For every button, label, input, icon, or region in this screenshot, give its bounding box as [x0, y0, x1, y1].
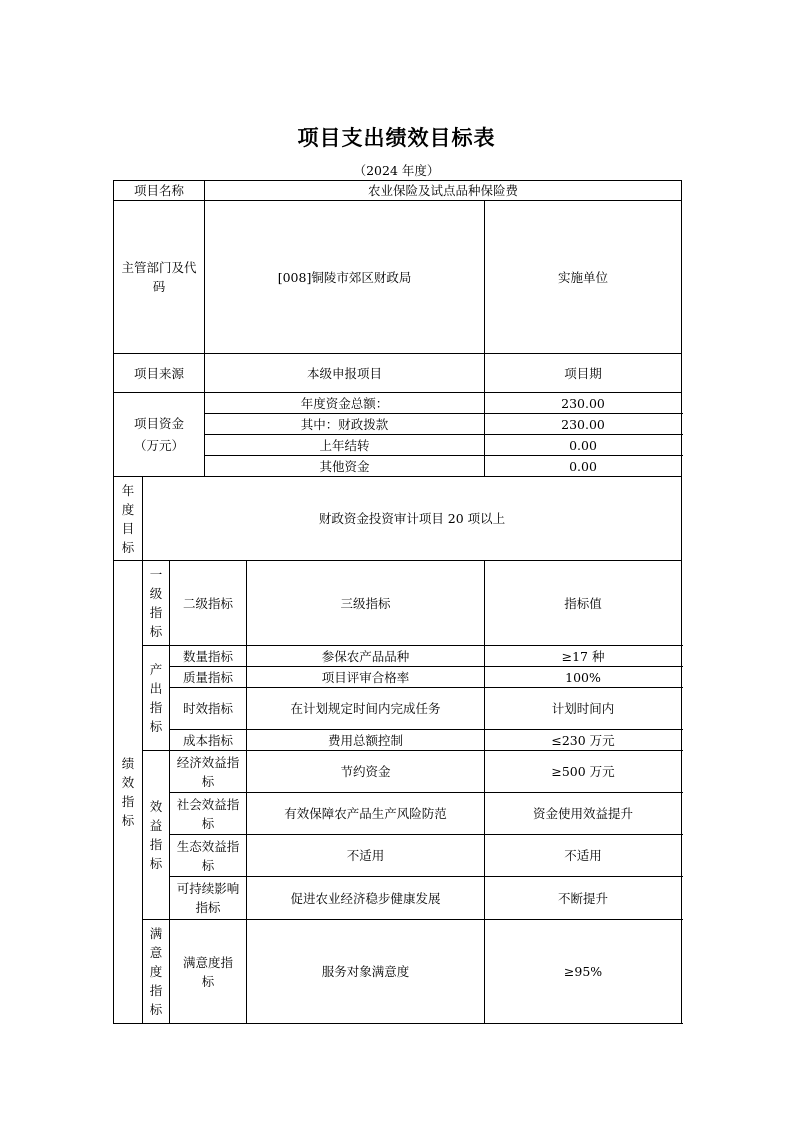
funds-row-label: 年度资金总额： — [205, 393, 485, 414]
indicator-value-cell: 不断提升 — [485, 877, 682, 920]
level3-cell: 参保农产品品种 — [247, 646, 485, 667]
level3-cell: 有效保障农产品生产风险防范 — [247, 793, 485, 835]
funds-row-value: 230.00 — [485, 393, 682, 414]
document-title: 项目支出绩效目标表 — [297, 125, 496, 150]
indicator-row — [114, 667, 682, 688]
funds-row-label: 上年结转 — [205, 435, 485, 456]
project-source-value: 本级申报项目 — [205, 354, 485, 393]
level2-cell: 满意度指标 — [170, 920, 247, 1024]
project-name-value: 农业保险及试点品种保险费 — [205, 181, 682, 201]
department-row — [114, 201, 682, 354]
level3-cell: 服务对象满意度 — [247, 920, 485, 1024]
output-indicators-label: 产出指标 — [143, 646, 170, 751]
level2-header: 二级指标 — [170, 561, 247, 646]
funds-row-value: 0.00 — [485, 435, 682, 456]
benefit-indicators-label: 效益指标 — [143, 751, 170, 920]
indicator-row — [114, 835, 682, 877]
level2-cell: 时效指标 — [170, 688, 247, 730]
indicator-row — [114, 688, 682, 730]
level2-cell: 质量指标 — [170, 667, 247, 688]
indicator-value-cell: 100% — [485, 667, 682, 688]
funds-row-value: 230.00 — [485, 414, 682, 435]
level2-cell: 成本指标 — [170, 730, 247, 751]
level3-cell: 节约资金 — [247, 751, 485, 793]
document-year: （2024 年度） — [353, 163, 440, 178]
level3-cell: 费用总额控制 — [247, 730, 485, 751]
level3-cell: 项目评审合格率 — [247, 667, 485, 688]
indicator-value-header: 指标值 — [485, 561, 682, 646]
annual-goal-label: 年度目标 — [114, 477, 143, 561]
indicator-row — [114, 646, 682, 667]
level2-cell: 生态效益指标 — [170, 835, 247, 877]
indicator-row — [114, 877, 682, 920]
project-source-row — [114, 354, 682, 393]
level1-header: 一级指标 — [143, 561, 170, 646]
funds-row — [114, 393, 682, 414]
indicator-row — [114, 793, 682, 835]
implementing-unit-label: 实施单位 — [485, 201, 682, 354]
indicator-row — [114, 920, 682, 1024]
indicator-row — [114, 751, 682, 793]
department-value: [008]铜陵市郊区财政局 — [205, 201, 485, 354]
indicator-row — [114, 730, 682, 751]
level2-cell: 数量指标 — [170, 646, 247, 667]
indicator-value-cell: 不适用 — [485, 835, 682, 877]
project-name-label: 项目名称 — [114, 181, 205, 201]
level2-cell: 可持续影响指标 — [170, 877, 247, 920]
level2-cell: 经济效益指标 — [170, 751, 247, 793]
indicator-value-cell: 资金使用效益提升 — [485, 793, 682, 835]
indicator-value-cell: ≥95% — [485, 920, 682, 1024]
annual-goal-row — [114, 477, 682, 561]
level2-cell: 社会效益指标 — [170, 793, 247, 835]
funds-row-label: 其他资金 — [205, 456, 485, 477]
project-period-label: 项目期 — [485, 354, 682, 393]
indicator-value-cell: ≤230 万元 — [485, 730, 682, 751]
funds-row-label: 其中：财政拨款 — [205, 414, 485, 435]
indicator-value-cell: ≥17 种 — [485, 646, 682, 667]
level3-cell: 在计划规定时间内完成任务 — [247, 688, 485, 730]
indicator-header-row — [114, 561, 682, 646]
funds-row-value: 0.00 — [485, 456, 682, 477]
department-label: 主管部门及代码 — [114, 201, 205, 354]
funds-label: 项目资金（万元） — [114, 393, 205, 477]
level3-cell: 不适用 — [247, 835, 485, 877]
level3-header: 三级指标 — [247, 561, 485, 646]
indicator-value-cell: 计划时间内 — [485, 688, 682, 730]
annual-goal-text: 财政资金投资审计项目 20 项以上 — [143, 477, 682, 561]
project-source-label: 项目来源 — [114, 354, 205, 393]
performance-indicators-label: 绩效指标 — [114, 561, 143, 1024]
indicator-value-cell: ≥500 万元 — [485, 751, 682, 793]
performance-target-table — [113, 180, 682, 1024]
level3-cell: 促进农业经济稳步健康发展 — [247, 877, 485, 920]
satisfaction-indicators-label: 满意度指标 — [143, 920, 170, 1024]
project-name-row — [114, 181, 682, 201]
